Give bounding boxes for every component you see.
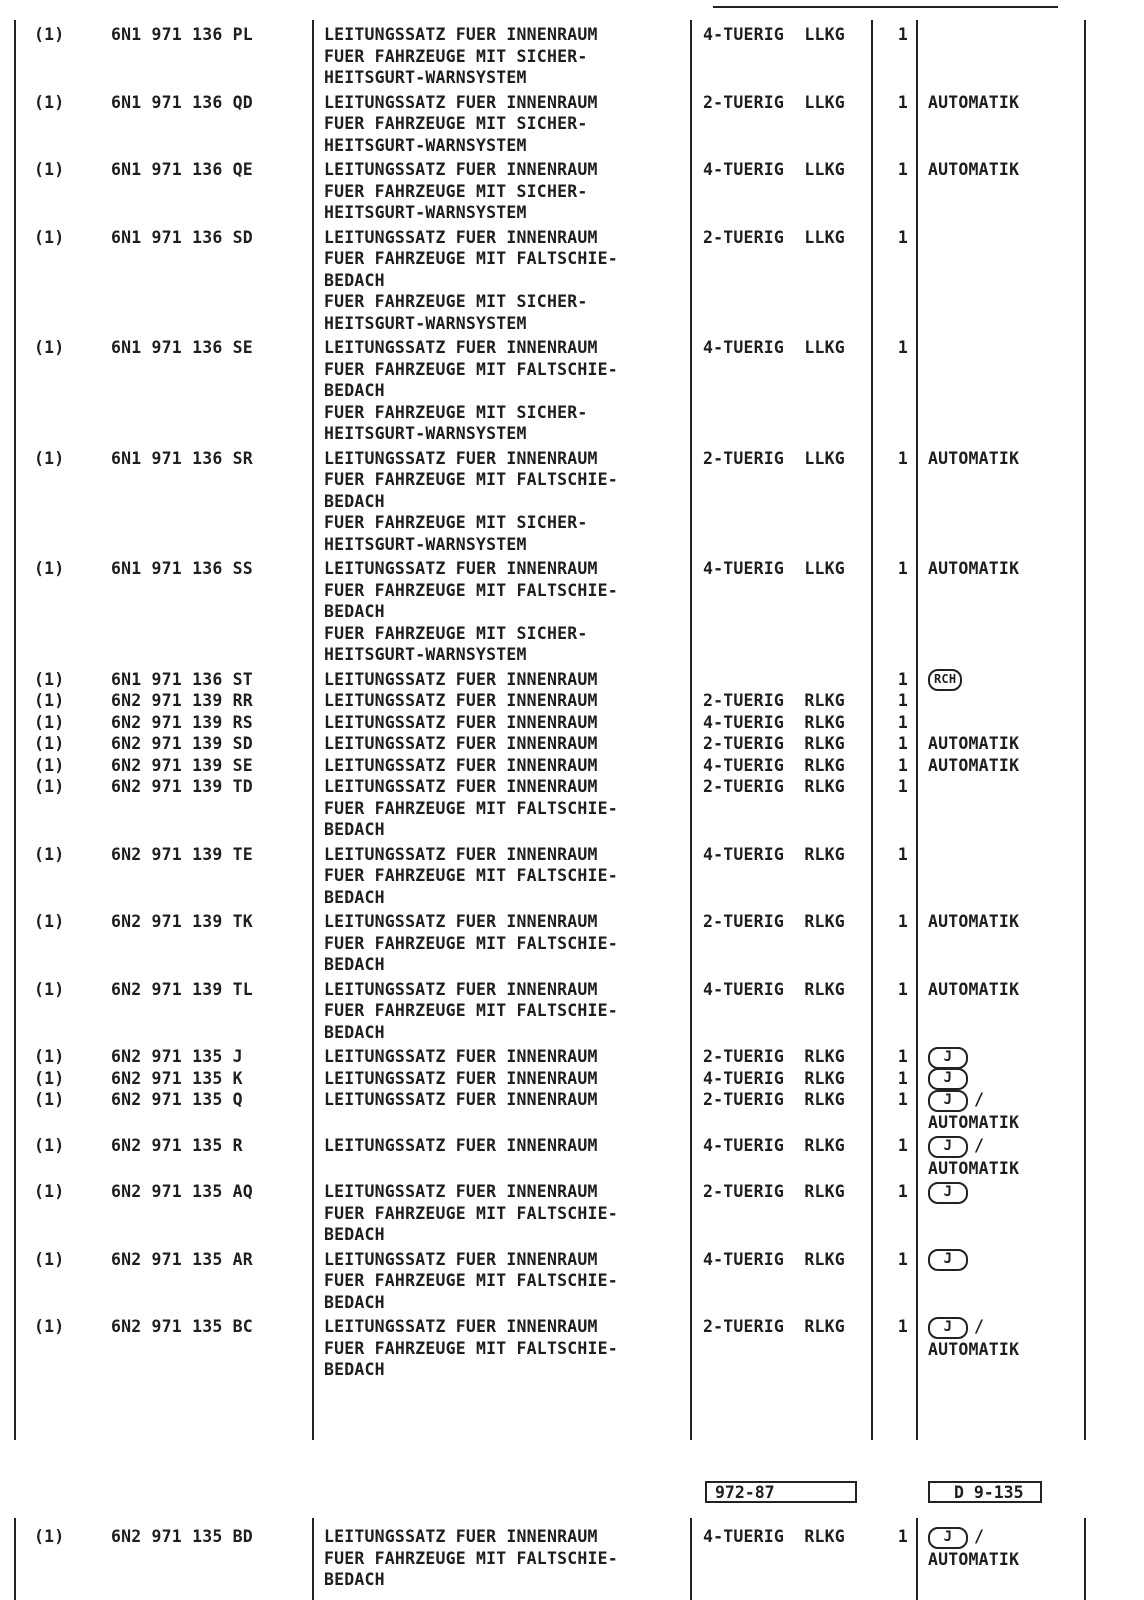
remark-cell — [928, 1181, 1088, 1204]
ref-cell: (1) — [34, 1527, 65, 1546]
description-line: FUER FAHRZEUGE MIT SICHER- — [324, 181, 588, 201]
remark-text: AUTOMATIK — [928, 734, 1020, 753]
ref-cell: (1) — [34, 160, 65, 179]
quantity-cell: 1 — [897, 1249, 908, 1269]
remark-cell — [928, 1089, 1088, 1133]
part-number: 6N1 971 136 SD — [111, 227, 253, 247]
description-line: FUER FAHRZEUGE MIT SICHER- — [324, 402, 588, 422]
description-cell — [324, 558, 694, 666]
description-line: LEITUNGSSATZ FUER INNENRAUM — [324, 1068, 598, 1088]
description-line: LEITUNGSSATZ FUER INNENRAUM — [324, 669, 598, 689]
part-number: 6N2 971 135 BC — [111, 1317, 253, 1336]
quantity-cell: 1 — [897, 979, 908, 999]
description-cell — [324, 1046, 694, 1068]
j-symbol-badge: J — [928, 1090, 968, 1112]
remark-cell — [928, 1135, 1088, 1179]
description-cell — [324, 1181, 694, 1246]
variant-cell: 2-TUERIG RLKG — [703, 1047, 845, 1066]
description-line: LEITUNGSSATZ FUER INNENRAUM — [324, 559, 598, 578]
description-line: FUER FAHRZEUGE MIT SICHER- — [324, 46, 588, 66]
quantity-cell: 1 — [897, 912, 908, 931]
ref-cell: (1) — [34, 669, 65, 689]
part-number: 6N2 971 139 TD — [111, 777, 253, 796]
variant-cell: 2-TUERIG RLKG — [703, 691, 845, 710]
description-cell — [324, 337, 694, 445]
description-line: LEITUNGSSATZ FUER INNENRAUM — [324, 912, 598, 931]
variant-cell: 4-TUERIG RLKG — [703, 1068, 845, 1088]
j-symbol-badge: J — [928, 1249, 968, 1271]
remark-cell — [928, 1068, 1088, 1091]
description-line: BEDACH — [324, 602, 385, 621]
remark-text: / — [974, 1317, 985, 1336]
ref-cell: (1) — [34, 338, 65, 357]
variant-cell: 2-TUERIG RLKG — [703, 734, 845, 753]
description-line: LEITUNGSSATZ FUER INNENRAUM — [324, 1527, 598, 1546]
ref-cell: (1) — [34, 1090, 65, 1109]
variant-cell: 2-TUERIG LLKG — [703, 227, 845, 247]
remark-text: AUTOMATIK — [928, 448, 1020, 468]
description-line: FUER FAHRZEUGE MIT SICHER- — [324, 513, 588, 532]
description-cell — [324, 1316, 694, 1381]
description-line: BEDACH — [324, 1360, 385, 1379]
remark-text-line2: AUTOMATIK — [928, 1158, 1020, 1178]
j-symbol-badge: J — [928, 1527, 968, 1549]
rule-rem-next — [916, 1518, 918, 1600]
description-line: FUER FAHRZEUGE MIT SICHER- — [324, 292, 588, 311]
remark-text: AUTOMATIK — [928, 979, 1020, 999]
remark-cell — [928, 911, 1088, 933]
quantity-cell: 1 — [897, 1090, 908, 1109]
remark-text-line2: AUTOMATIK — [928, 1112, 1020, 1132]
remark-cell — [928, 1526, 1088, 1570]
remark-cell — [928, 159, 1088, 181]
variant-cell: 4-TUERIG LLKG — [703, 559, 845, 578]
description-line: LEITUNGSSATZ FUER INNENRAUM — [324, 92, 598, 112]
description-line: HEITSGURT-WARNSYSTEM — [324, 68, 527, 87]
quantity-cell: 1 — [897, 1527, 908, 1546]
quantity-cell: 1 — [897, 1317, 908, 1336]
j-symbol-badge: J — [928, 1182, 968, 1204]
quantity-cell: 1 — [897, 25, 908, 44]
remark-text: AUTOMATIK — [928, 559, 1020, 578]
remark-cell — [928, 1046, 1088, 1069]
ref-cell: (1) — [34, 844, 65, 864]
description-line: FUER FAHRZEUGE MIT FALTSCHIE- — [324, 359, 618, 379]
ref-cell: (1) — [34, 755, 65, 775]
part-number: 6N2 971 139 RR — [111, 691, 253, 710]
footer-page: D 9-135 — [954, 1483, 1024, 1502]
description-line: LEITUNGSSATZ FUER INNENRAUM — [324, 25, 598, 44]
part-number: 6N2 971 135 K — [111, 1068, 243, 1088]
remark-cell — [928, 979, 1088, 1001]
footer-right-box — [928, 1481, 1042, 1503]
j-symbol-badge: J — [928, 1047, 968, 1069]
remark-text: AUTOMATIK — [928, 755, 1020, 775]
remark-text: AUTOMATIK — [928, 912, 1020, 931]
variant-cell: 4-TUERIG RLKG — [703, 1136, 845, 1155]
description-line: BEDACH — [324, 270, 385, 290]
description-line: HEITSGURT-WARNSYSTEM — [324, 534, 527, 554]
ref-cell: (1) — [34, 92, 65, 112]
description-line: HEITSGURT-WARNSYSTEM — [324, 424, 527, 443]
ref-cell: (1) — [34, 912, 65, 931]
quantity-cell: 1 — [897, 755, 908, 775]
remark-cell — [928, 558, 1088, 580]
j-symbol-badge: J — [928, 1317, 968, 1339]
variant-cell: 4-TUERIG RLKG — [703, 755, 845, 775]
quantity-cell: 1 — [897, 92, 908, 112]
quantity-cell: 1 — [897, 844, 908, 864]
part-number: 6N2 971 135 BD — [111, 1527, 253, 1546]
remark-cell — [928, 1249, 1088, 1272]
ref-cell: (1) — [34, 1182, 65, 1201]
rule-desc-next — [312, 1518, 314, 1600]
part-number: 6N1 971 136 QE — [111, 160, 253, 179]
remark-cell — [928, 733, 1088, 755]
description-cell — [324, 690, 694, 712]
description-cell — [324, 844, 694, 909]
description-line: BEDACH — [324, 381, 385, 400]
description-cell — [324, 24, 694, 89]
description-line: BEDACH — [324, 1570, 385, 1589]
j-symbol-badge: J — [928, 1068, 968, 1090]
description-line: LEITUNGSSATZ FUER INNENRAUM — [324, 979, 598, 999]
part-number: 6N1 971 136 QD — [111, 92, 253, 112]
description-line: HEITSGURT-WARNSYSTEM — [324, 645, 527, 664]
rule-left — [14, 20, 16, 1440]
remark-text: / — [974, 1090, 985, 1109]
description-line: FUER FAHRZEUGE MIT FALTSCHIE- — [324, 1001, 618, 1020]
part-number: 6N2 971 139 SE — [111, 755, 253, 775]
quantity-cell: 1 — [897, 1068, 908, 1088]
remark-text: / — [974, 1527, 985, 1546]
description-line: LEITUNGSSATZ FUER INNENRAUM — [324, 1047, 598, 1066]
description-line: LEITUNGSSATZ FUER INNENRAUM — [324, 734, 598, 753]
ref-cell: (1) — [34, 559, 65, 578]
description-line: FUER FAHRZEUGE MIT FALTSCHIE- — [324, 1271, 618, 1290]
part-number: 6N2 971 135 Q — [111, 1090, 243, 1109]
description-line: BEDACH — [324, 1225, 385, 1244]
remark-text: AUTOMATIK — [928, 92, 1020, 112]
ref-cell: (1) — [34, 691, 65, 710]
variant-cell: 4-TUERIG LLKG — [703, 160, 845, 179]
description-line: LEITUNGSSATZ FUER INNENRAUM — [324, 160, 598, 179]
description-line: FUER FAHRZEUGE MIT FALTSCHIE- — [324, 1203, 618, 1223]
part-number: 6N1 971 136 SS — [111, 559, 253, 578]
part-number: 6N1 971 136 SE — [111, 338, 253, 357]
part-number: 6N2 971 135 J — [111, 1047, 243, 1066]
description-line: FUER FAHRZEUGE MIT FALTSCHIE- — [324, 798, 618, 818]
description-cell — [324, 911, 694, 976]
quantity-cell: 1 — [897, 734, 908, 753]
description-line: HEITSGURT-WARNSYSTEM — [324, 313, 527, 333]
description-line: BEDACH — [324, 1292, 385, 1312]
description-line: LEITUNGSSATZ FUER INNENRAUM — [324, 755, 598, 775]
description-line: FUER FAHRZEUGE MIT FALTSCHIE- — [324, 249, 618, 268]
rule-left-next — [14, 1518, 16, 1600]
description-line: LEITUNGSSATZ FUER INNENRAUM — [324, 338, 598, 357]
part-number: 6N1 971 136 ST — [111, 669, 253, 689]
ref-cell: (1) — [34, 712, 65, 732]
description-cell — [324, 1089, 694, 1111]
description-line: BEDACH — [324, 1022, 385, 1042]
description-cell — [324, 159, 694, 224]
remark-cell — [928, 448, 1088, 470]
part-number: 6N1 971 136 SR — [111, 448, 253, 468]
description-line: LEITUNGSSATZ FUER INNENRAUM — [324, 1182, 598, 1201]
description-cell — [324, 1068, 694, 1090]
remark-cell — [928, 92, 1088, 114]
description-line: BEDACH — [324, 491, 385, 511]
description-cell — [324, 669, 694, 691]
description-line: FUER FAHRZEUGE MIT FALTSCHIE- — [324, 580, 618, 600]
part-number: 6N2 971 135 R — [111, 1136, 243, 1155]
ref-cell: (1) — [34, 1249, 65, 1269]
description-line: LEITUNGSSATZ FUER INNENRAUM — [324, 1090, 598, 1109]
description-line: FUER FAHRZEUGE MIT FALTSCHIE- — [324, 866, 618, 885]
part-number: 6N2 971 139 TL — [111, 979, 253, 999]
description-line: BEDACH — [324, 820, 385, 839]
description-line: FUER FAHRZEUGE MIT FALTSCHIE- — [324, 470, 618, 489]
quantity-cell: 1 — [897, 1047, 908, 1066]
description-cell — [324, 1135, 694, 1157]
description-line: FUER FAHRZEUGE MIT SICHER- — [324, 623, 588, 643]
variant-cell: 4-TUERIG RLKG — [703, 1249, 845, 1269]
quantity-cell: 1 — [897, 160, 908, 179]
part-number: 6N2 971 135 AQ — [111, 1182, 253, 1201]
variant-cell: 2-TUERIG RLKG — [703, 912, 845, 931]
quantity-cell: 1 — [897, 777, 908, 796]
part-number: 6N2 971 139 SD — [111, 734, 253, 753]
header-rule — [713, 6, 1058, 8]
footer-left-box — [705, 1481, 857, 1503]
remark-text-line2: AUTOMATIK — [928, 1549, 1020, 1569]
description-line: FUER FAHRZEUGE MIT FALTSCHIE- — [324, 1548, 618, 1568]
description-cell — [324, 776, 694, 841]
rule-right — [1084, 20, 1086, 1440]
description-line: LEITUNGSSATZ FUER INNENRAUM — [324, 712, 598, 732]
footer-code: 972-87 — [715, 1483, 775, 1502]
part-number: 6N2 971 139 TE — [111, 844, 253, 864]
ref-cell: (1) — [34, 1068, 65, 1088]
variant-cell: 2-TUERIG RLKG — [703, 777, 845, 796]
description-cell — [324, 227, 694, 335]
quantity-cell: 1 — [897, 559, 908, 578]
variant-cell: 4-TUERIG RLKG — [703, 844, 845, 864]
remark-text: AUTOMATIK — [928, 160, 1020, 179]
variant-cell: 2-TUERIG RLKG — [703, 1317, 845, 1336]
description-cell — [324, 755, 694, 777]
variant-cell: 4-TUERIG RLKG — [703, 712, 845, 732]
description-cell — [324, 979, 694, 1044]
description-cell — [324, 1249, 694, 1314]
remark-text-line2: AUTOMATIK — [928, 1339, 1020, 1359]
variant-cell: 2-TUERIG LLKG — [703, 92, 845, 112]
ref-cell: (1) — [34, 448, 65, 468]
description-line: HEITSGURT-WARNSYSTEM — [324, 203, 527, 222]
description-line: LEITUNGSSATZ FUER INNENRAUM — [324, 1249, 598, 1269]
j-symbol-badge: J — [928, 1136, 968, 1158]
description-line: BEDACH — [324, 887, 385, 907]
ref-cell: (1) — [34, 25, 65, 44]
remark-cell — [928, 669, 1088, 692]
variant-cell: 4-TUERIG LLKG — [703, 338, 845, 357]
quantity-cell: 1 — [897, 691, 908, 710]
description-cell — [324, 733, 694, 755]
quantity-cell: 1 — [897, 669, 908, 689]
quantity-cell: 1 — [897, 1136, 908, 1155]
quantity-cell: 1 — [897, 1182, 908, 1201]
quantity-cell: 1 — [897, 338, 908, 357]
ref-cell: (1) — [34, 1136, 65, 1155]
ref-cell: (1) — [34, 1317, 65, 1336]
variant-cell: 4-TUERIG LLKG — [703, 25, 845, 44]
rch-symbol-badge: RCH — [928, 669, 962, 691]
description-line: LEITUNGSSATZ FUER INNENRAUM — [324, 777, 598, 796]
rule-rem — [916, 20, 918, 1440]
part-number: 6N2 971 135 AR — [111, 1249, 253, 1269]
description-line: LEITUNGSSATZ FUER INNENRAUM — [324, 1136, 598, 1155]
variant-cell: 2-TUERIG RLKG — [703, 1182, 845, 1201]
description-line: BEDACH — [324, 955, 385, 974]
ref-cell: (1) — [34, 979, 65, 999]
ref-cell: (1) — [34, 777, 65, 796]
description-line: FUER FAHRZEUGE MIT FALTSCHIE- — [324, 933, 618, 953]
ref-cell: (1) — [34, 227, 65, 247]
ref-cell: (1) — [34, 734, 65, 753]
remark-cell — [928, 755, 1088, 777]
quantity-cell: 1 — [897, 712, 908, 732]
variant-cell: 4-TUERIG RLKG — [703, 979, 845, 999]
description-line: LEITUNGSSATZ FUER INNENRAUM — [324, 844, 598, 864]
description-line: LEITUNGSSATZ FUER INNENRAUM — [324, 448, 598, 468]
remark-text: / — [974, 1136, 985, 1155]
description-line: FUER FAHRZEUGE MIT FALTSCHIE- — [324, 1338, 618, 1358]
description-line: FUER FAHRZEUGE MIT SICHER- — [324, 114, 588, 133]
rule-desc — [312, 20, 314, 1440]
description-line: LEITUNGSSATZ FUER INNENRAUM — [324, 227, 598, 247]
variant-cell: 2-TUERIG RLKG — [703, 1090, 845, 1109]
part-number: 6N2 971 139 RS — [111, 712, 253, 732]
description-cell — [324, 712, 694, 734]
variant-cell: 4-TUERIG RLKG — [703, 1527, 845, 1546]
variant-cell: 2-TUERIG LLKG — [703, 448, 845, 468]
description-line: HEITSGURT-WARNSYSTEM — [324, 135, 527, 155]
description-cell — [324, 1526, 694, 1591]
description-line: LEITUNGSSATZ FUER INNENRAUM — [324, 691, 598, 710]
description-line: LEITUNGSSATZ FUER INNENRAUM — [324, 1317, 598, 1336]
quantity-cell: 1 — [897, 448, 908, 468]
description-cell — [324, 92, 694, 157]
quantity-cell: 1 — [897, 227, 908, 247]
description-cell — [324, 448, 694, 556]
part-number: 6N1 971 136 PL — [111, 25, 253, 44]
ref-cell: (1) — [34, 1047, 65, 1066]
remark-cell — [928, 1316, 1088, 1360]
part-number: 6N2 971 139 TK — [111, 912, 253, 931]
